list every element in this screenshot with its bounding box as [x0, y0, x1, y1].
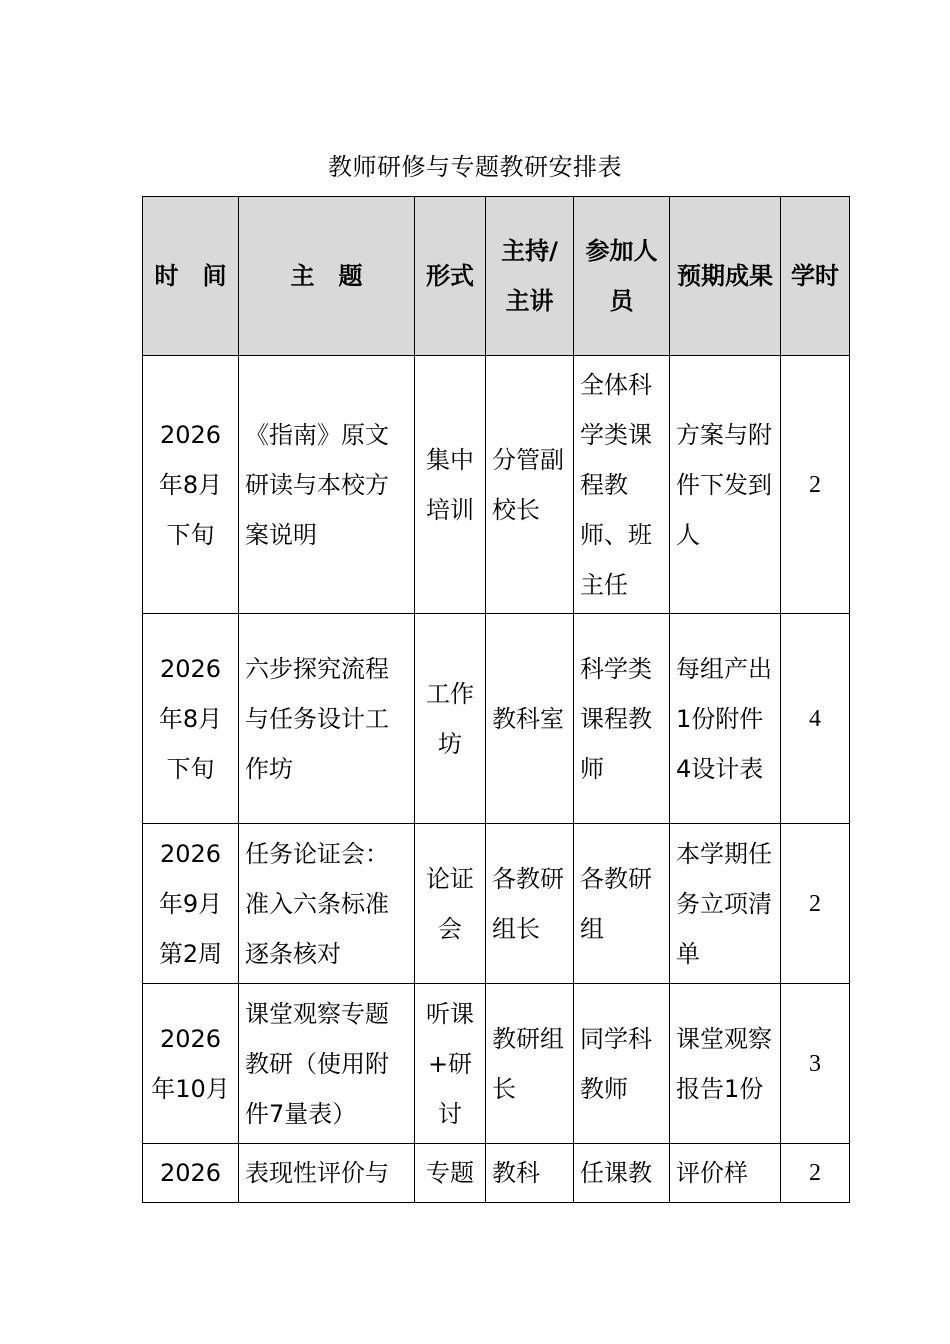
cell-participants: 全体科学类课程教师、班主任: [574, 356, 670, 614]
cell-topic: 任务论证会：准入六条标准逐条核对: [239, 824, 415, 984]
cell-outcome: 评价样: [670, 1144, 781, 1203]
schedule-table: [142, 196, 850, 1203]
cell-participants: 科学类课程教师: [574, 614, 670, 824]
table-row: [143, 614, 850, 824]
table-row: [143, 356, 850, 614]
header-outcome: 预期成果: [670, 197, 781, 356]
cell-hours: 2: [781, 1144, 850, 1203]
cell-form: 专题: [415, 1144, 486, 1203]
cell-outcome: 本学期任务立项清单: [670, 824, 781, 984]
cell-participants: 各教研组: [574, 824, 670, 984]
table-header-row: [143, 197, 850, 356]
cell-form: 听课+研讨: [415, 984, 486, 1144]
cell-host: 各教研组长: [486, 824, 574, 984]
cell-hours: 4: [781, 614, 850, 824]
header-host: 主持/主讲: [486, 197, 574, 356]
cell-form: 集中培训: [415, 356, 486, 614]
table-row: [143, 984, 850, 1144]
cell-form: 论证会: [415, 824, 486, 984]
cell-outcome: 每组产出1份附件4设计表: [670, 614, 781, 824]
cell-form: 工作坊: [415, 614, 486, 824]
cell-hours: 3: [781, 984, 850, 1144]
table-row: [143, 1144, 850, 1203]
cell-hours: 2: [781, 356, 850, 614]
cell-outcome: 课堂观察报告1份: [670, 984, 781, 1144]
page-title: 教师研修与专题教研安排表: [328, 153, 622, 181]
cell-participants: 同学科教师: [574, 984, 670, 1144]
cell-time: 2026年10月: [143, 984, 239, 1144]
header-hours: 学时: [781, 197, 850, 356]
cell-time: 2026: [143, 1144, 239, 1203]
header-time: 时 间: [143, 197, 239, 356]
cell-host: 教科: [486, 1144, 574, 1203]
cell-time: 2026年9月第2周: [143, 824, 239, 984]
cell-outcome: 方案与附件下发到人: [670, 356, 781, 614]
cell-topic: 六步探究流程与任务设计工作坊: [239, 614, 415, 824]
cell-host: 教科室: [486, 614, 574, 824]
cell-time: 2026年8月下旬: [143, 614, 239, 824]
cell-host: 教研组长: [486, 984, 574, 1144]
cell-topic: 课堂观察专题教研（使用附件7量表）: [239, 984, 415, 1144]
cell-topic: 表现性评价与: [239, 1144, 415, 1203]
cell-hours: 2: [781, 824, 850, 984]
header-participants: 参加人员: [574, 197, 670, 356]
header-form: 形式: [415, 197, 486, 356]
cell-host: 分管副校长: [486, 356, 574, 614]
cell-participants: 任课教: [574, 1144, 670, 1203]
cell-time: 2026年8月下旬: [143, 356, 239, 614]
table-row: [143, 824, 850, 984]
cell-topic: 《指南》原文研读与本校方案说明: [239, 356, 415, 614]
header-topic: 主 题: [239, 197, 415, 356]
